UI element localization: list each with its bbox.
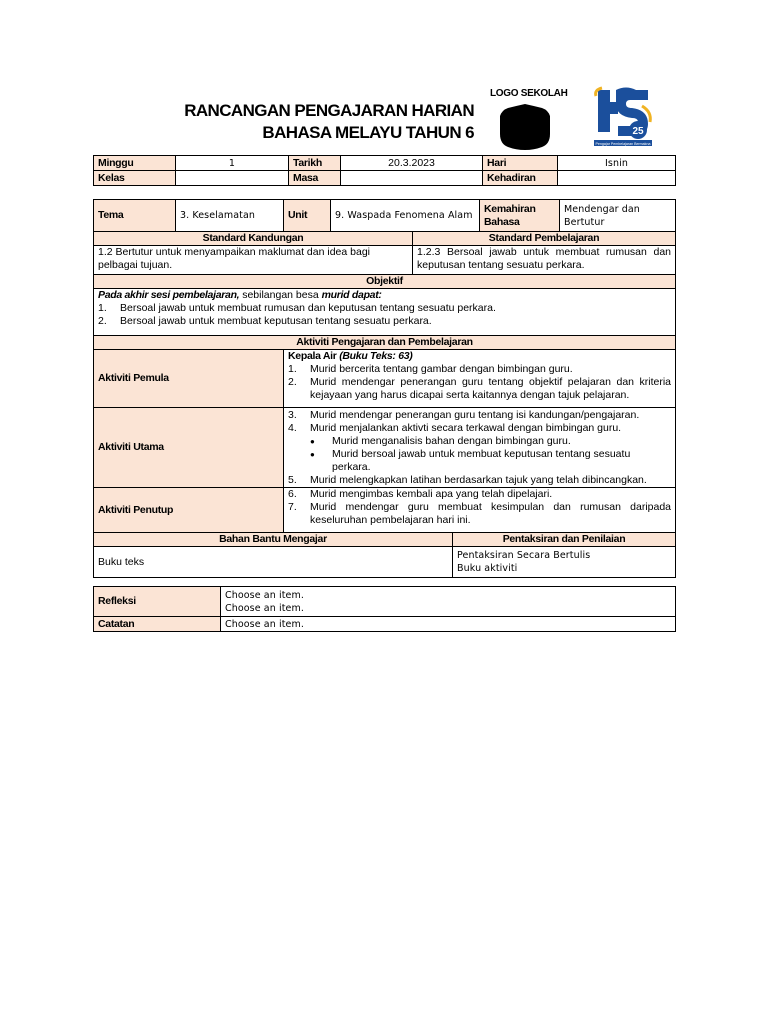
masa-label: Masa: [289, 171, 341, 186]
kelas-label: Kelas: [94, 171, 176, 186]
tema-value: 3. Keselamatan: [176, 200, 284, 232]
refleksi-label: Refleksi: [94, 587, 221, 617]
penutup-item: 7. Murid mendengar guru membuat kesimpulan dan rumusan daripada keseluruhan pembelajaran hari ini.: [288, 501, 672, 526]
objektif-intro-lead: Pada akhir sesi pembelajaran,: [98, 289, 240, 301]
lesson-plan-table: [93, 199, 676, 578]
aktiviti-utama-content: [284, 408, 676, 488]
aktiviti-penutup-content: [284, 488, 676, 533]
objektif-content: [94, 289, 676, 336]
tarikh-label: Tarikh: [289, 156, 341, 171]
objektif-intro-mid: sebilangan besa: [239, 289, 322, 301]
utama-item: 4. Murid menjalankan aktivti secara terkawal dengan bimbingan guru.: [288, 422, 622, 434]
pentaksiran-line-2: Buku aktiviti: [457, 563, 518, 574]
standard-kandungan-value: 1.2 Bertutur untuk menyampaikan maklumat dan idea bagi pelbagai tujuan.: [94, 246, 413, 275]
pentaksiran-header: Pentaksiran dan Penilaian: [453, 533, 676, 547]
utama-item: 5. Murid melengkapkan latihan berdasarkan tajuk yang telah dibincangkan.: [288, 474, 647, 486]
pentaksiran-value: [453, 547, 676, 578]
standard-kandungan-header: Standard Kandungan: [94, 232, 413, 246]
refleksi-value: [221, 587, 676, 617]
brand-logo-number: 25: [632, 126, 644, 137]
pemula-item: 2. Murid mendengar penerangan guru tentang objektif pelajaran dan kriteria kejayaan yang harus dicapai serta kaitannya dengan tajuk pelajaran.: [288, 376, 672, 401]
refleksi-dropdown-2[interactable]: Choose an item.: [225, 602, 304, 614]
kehadiran-label: Kehadiran: [483, 171, 558, 186]
pemula-title: Kepala Air (Buku Teks: 63): [288, 350, 413, 362]
standard-pembelajaran-value: 1.2.3 Bersoal jawab untuk membuat rumusan dan keputusan tentang sesuatu perkara.: [413, 246, 676, 275]
logo-label: LOGO SEKOLAH: [490, 88, 568, 99]
objektif-header: Objektif: [94, 275, 676, 289]
objektif-intro-end: murid dapat:: [321, 289, 382, 301]
kemahiran-value: Mendengar dan Bertutur: [560, 200, 676, 232]
aktiviti-utama-label: Aktiviti Utama: [94, 408, 284, 488]
utama-bullet: ● Murid bersoal jawab untuk membuat keputusan tentang sesuatu perkara.: [310, 448, 631, 473]
masa-value[interactable]: [341, 171, 483, 186]
kelas-value[interactable]: [176, 171, 289, 186]
objective-item: 1. Bersoal jawab untuk membuat rumusan dan keputusan tentang sesuatu perkara.: [98, 302, 496, 314]
tarikh-value[interactable]: 20.3.2023: [341, 156, 483, 171]
bullet-icon: ●: [310, 450, 315, 459]
brand-logo-text: Pengajar Pembelajaran Bermakna: [595, 141, 651, 146]
hari-label: Hari: [483, 156, 558, 171]
aktiviti-pemula-content: [284, 350, 676, 408]
hari-value[interactable]: Isnin: [558, 156, 676, 171]
aktiviti-penutup-label: Aktiviti Penutup: [94, 488, 284, 533]
unit-label: Unit: [284, 200, 331, 232]
kemahiran-label: Kemahiran Bahasa: [480, 200, 560, 232]
refleksi-dropdown-1[interactable]: Choose an item.: [225, 589, 304, 601]
kehadiran-value[interactable]: [558, 171, 676, 186]
info-table: [93, 155, 676, 186]
bullet-icon: ●: [310, 437, 315, 446]
document-title: [180, 100, 474, 144]
catatan-dropdown[interactable]: Choose an item.: [221, 617, 676, 632]
tema-label: Tema: [94, 200, 176, 232]
title-line-1: RANCANGAN PENGAJARAN HARIAN: [184, 101, 474, 120]
aktiviti-pemula-label: Aktiviti Pemula: [94, 350, 284, 408]
bbm-header: Bahan Bantu Mengajar: [94, 533, 453, 547]
title-line-2: BAHASA MELAYU TAHUN 6: [262, 123, 474, 142]
standard-pembelajaran-header: Standard Pembelajaran: [413, 232, 676, 246]
objektif-intro: [98, 289, 671, 302]
brand-logo-icon: [592, 86, 654, 150]
objective-item: 2. Bersoal jawab untuk membuat keputusan tentang sesuatu perkara.: [98, 315, 432, 327]
school-logo-shield-icon: [498, 104, 552, 150]
catatan-label: Catatan: [94, 617, 221, 632]
pentaksiran-line-1: Pentaksiran Secara Bertulis: [457, 550, 591, 561]
pemula-item: 1. Murid bercerita tentang gambar dengan bimbingan guru.: [288, 363, 573, 375]
penutup-item: 6. Murid mengimbas kembali apa yang telah dipelajari.: [288, 488, 553, 500]
aktiviti-header: Aktiviti Pengajaran dan Pembelajaran: [94, 336, 676, 350]
unit-value: 9. Waspada Fenomena Alam: [331, 200, 480, 232]
bbm-value: Buku teks: [94, 547, 453, 578]
utama-item: 3. Murid mendengar penerangan guru tentang isi kandungan/pengajaran.: [288, 409, 640, 421]
reflection-table: [93, 586, 676, 632]
minggu-label: Minggu: [94, 156, 176, 171]
utama-bullet: ● Murid menganalisis bahan dengan bimbingan guru.: [310, 435, 571, 447]
minggu-value[interactable]: 1: [176, 156, 289, 171]
